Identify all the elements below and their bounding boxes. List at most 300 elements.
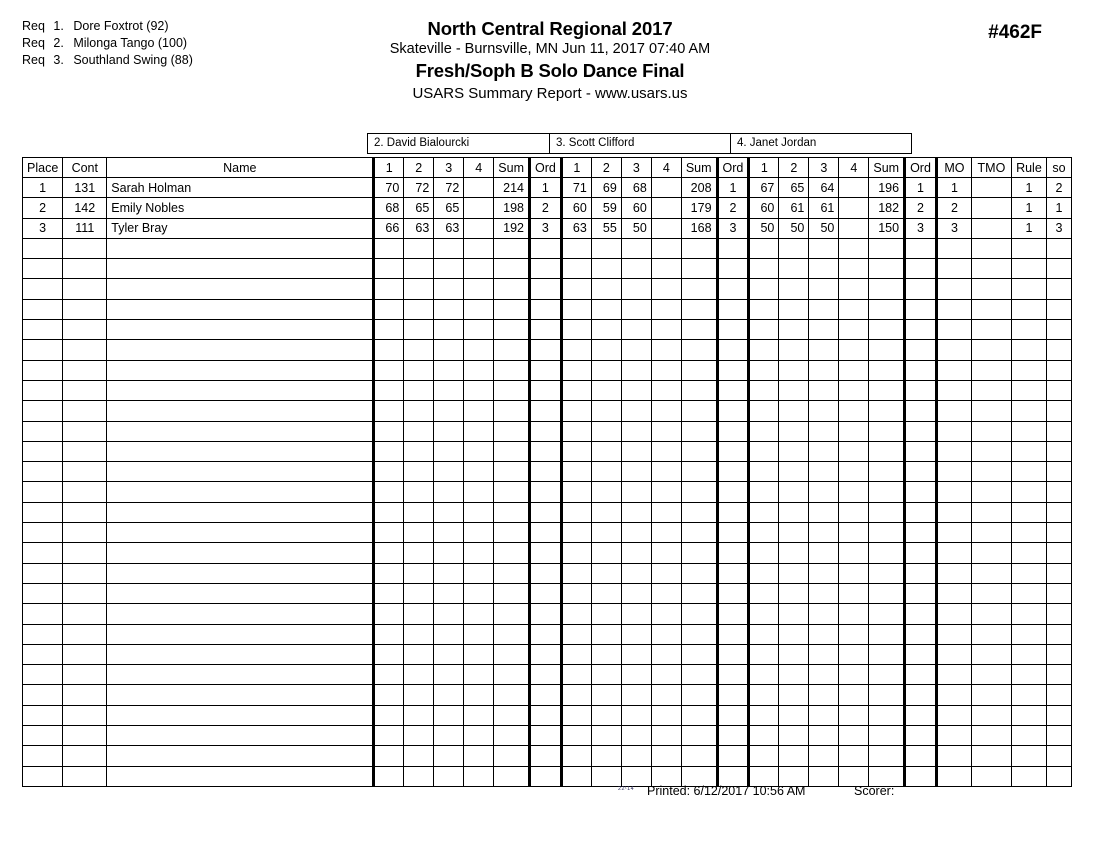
cell-judge1-score3	[434, 340, 464, 360]
cell-judge1-score3	[434, 523, 464, 543]
cell-tmo	[971, 441, 1011, 461]
cell-judge3-score4	[839, 360, 869, 380]
cell-judge1-sum	[494, 502, 530, 522]
cell-rule: 1	[1011, 218, 1046, 238]
cell-rule	[1011, 421, 1046, 441]
cell-judge3-score1	[749, 320, 779, 340]
cell-judge3-ord	[905, 279, 937, 299]
cell-judge2-score4	[651, 746, 681, 766]
cell-judge1-sum	[494, 238, 530, 258]
cell-judge2-ord	[717, 665, 749, 685]
cell-judge3-sum	[869, 380, 905, 400]
cell-judge3-sum	[869, 421, 905, 441]
cell-judge2-ord	[717, 502, 749, 522]
cell-judge2-score1	[561, 340, 591, 360]
cell-place	[23, 665, 63, 685]
cell-judge2-score1	[561, 441, 591, 461]
cell-judge3-score3	[809, 543, 839, 563]
cell-judge2-score4	[651, 543, 681, 563]
cell-judge3-sum	[869, 360, 905, 380]
cell-judge3-score1	[749, 746, 779, 766]
cell-judge1-score1	[374, 340, 404, 360]
cell-judge3-ord	[905, 543, 937, 563]
cell-place	[23, 441, 63, 461]
cell-name	[107, 401, 374, 421]
cell-judge3-score4	[839, 421, 869, 441]
cell-judge2-score3	[621, 401, 651, 421]
requirement-number: 2.	[53, 36, 64, 50]
cell-judge3-score4	[839, 218, 869, 238]
cell-judge2-ord	[717, 462, 749, 482]
cell-name	[107, 543, 374, 563]
cell-judge1-score3: 65	[434, 198, 464, 218]
cell-judge1-score2	[404, 259, 434, 279]
cell-judge2-score4	[651, 259, 681, 279]
cell-judge1-score4	[464, 705, 494, 725]
table-row-empty	[23, 665, 1072, 685]
cell-judge1-score1	[374, 380, 404, 400]
cell-judge3-ord: 3	[905, 218, 937, 238]
cell-judge1-score4	[464, 421, 494, 441]
cell-judge3-sum	[869, 726, 905, 746]
cell-judge3-score4	[839, 178, 869, 198]
cell-cont	[63, 360, 107, 380]
cell-mo	[936, 685, 971, 705]
cell-judge1-score4	[464, 746, 494, 766]
cell-judge1-sum	[494, 259, 530, 279]
cell-judge3-score3	[809, 726, 839, 746]
event-number: #462F	[988, 22, 1042, 43]
cell-name	[107, 665, 374, 685]
cell-judge3-score1	[749, 340, 779, 360]
cell-judge2-score3: 60	[621, 198, 651, 218]
cell-judge3-score4	[839, 685, 869, 705]
cell-judge1-ord	[529, 360, 561, 380]
cell-judge2-sum	[681, 401, 717, 421]
cell-judge3-score4	[839, 604, 869, 624]
cell-name	[107, 360, 374, 380]
cell-cont	[63, 523, 107, 543]
cell-judge3-score2: 50	[779, 218, 809, 238]
cell-place	[23, 401, 63, 421]
cell-judge2-ord	[717, 320, 749, 340]
cell-judge1-ord	[529, 665, 561, 685]
header-judge2-sum: Sum	[681, 158, 717, 178]
cell-judge3-score1	[749, 441, 779, 461]
cell-judge1-score2	[404, 685, 434, 705]
cell-so	[1046, 726, 1071, 746]
header-judge1-score1: 1	[374, 158, 404, 178]
cell-judge1-score3	[434, 624, 464, 644]
cell-judge2-score2	[591, 238, 621, 258]
cell-judge3-ord	[905, 380, 937, 400]
cell-judge1-score3	[434, 665, 464, 685]
cell-place	[23, 583, 63, 603]
cell-judge2-sum	[681, 462, 717, 482]
cell-judge3-sum	[869, 685, 905, 705]
cell-rule	[1011, 543, 1046, 563]
cell-judge3-score4	[839, 279, 869, 299]
table-row-empty	[23, 502, 1072, 522]
cell-judge3-score4	[839, 583, 869, 603]
cell-judge1-ord	[529, 421, 561, 441]
cell-judge3-sum	[869, 441, 905, 461]
cell-judge1-score3	[434, 380, 464, 400]
cell-judge2-score4	[651, 583, 681, 603]
cell-place	[23, 380, 63, 400]
cell-judge1-sum: 192	[494, 218, 530, 238]
header-cont: Cont	[63, 158, 107, 178]
cell-rule	[1011, 665, 1046, 685]
cell-judge1-score4	[464, 320, 494, 340]
table-row-empty	[23, 523, 1072, 543]
cell-name	[107, 238, 374, 258]
cell-judge2-score1	[561, 583, 591, 603]
cell-judge3-sum	[869, 644, 905, 664]
cell-judge2-score2	[591, 502, 621, 522]
table-row-empty	[23, 421, 1072, 441]
cell-judge3-ord: 1	[905, 178, 937, 198]
cell-judge3-score2	[779, 624, 809, 644]
cell-judge1-score4	[464, 604, 494, 624]
cell-judge1-score3	[434, 482, 464, 502]
cell-judge3-score3	[809, 401, 839, 421]
cell-judge1-sum	[494, 705, 530, 725]
cell-rule	[1011, 401, 1046, 421]
cell-judge3-score4	[839, 563, 869, 583]
cell-judge2-score4	[651, 320, 681, 340]
cell-mo	[936, 340, 971, 360]
cell-judge1-score1	[374, 299, 404, 319]
header-judge2-score2: 2	[591, 158, 621, 178]
cell-cont	[63, 502, 107, 522]
cell-judge1-score4	[464, 543, 494, 563]
cell-judge3-score4	[839, 624, 869, 644]
cell-judge3-score3	[809, 421, 839, 441]
cell-judge1-score1	[374, 705, 404, 725]
cell-judge2-score1	[561, 604, 591, 624]
cell-judge2-sum	[681, 299, 717, 319]
header-judge3-score4: 4	[839, 158, 869, 178]
cell-judge3-score2	[779, 665, 809, 685]
requirement-label: Req	[22, 19, 45, 33]
cell-judge1-score4	[464, 279, 494, 299]
cell-judge1-score4	[464, 218, 494, 238]
cell-mo	[936, 482, 971, 502]
cell-judge2-score2	[591, 583, 621, 603]
cell-judge3-ord	[905, 299, 937, 319]
cell-judge2-score1	[561, 421, 591, 441]
cell-judge1-score3	[434, 299, 464, 319]
cell-mo	[936, 746, 971, 766]
cell-judge1-score1	[374, 441, 404, 461]
cell-judge2-sum	[681, 604, 717, 624]
cell-judge1-score4	[464, 360, 494, 380]
cell-cont	[63, 644, 107, 664]
cell-judge3-score2	[779, 340, 809, 360]
cell-name	[107, 421, 374, 441]
cell-judge3-score2	[779, 563, 809, 583]
cell-tmo	[971, 178, 1011, 198]
cell-place	[23, 604, 63, 624]
cell-judge2-score3	[621, 320, 651, 340]
cell-judge3-ord	[905, 340, 937, 360]
cell-judge2-score2	[591, 543, 621, 563]
cell-judge1-score4	[464, 299, 494, 319]
cell-tmo	[971, 482, 1011, 502]
cell-judge2-score2	[591, 360, 621, 380]
cell-judge2-ord: 3	[717, 218, 749, 238]
cell-judge1-sum	[494, 543, 530, 563]
cell-judge1-score3	[434, 462, 464, 482]
cell-judge3-score3	[809, 583, 839, 603]
cell-cont	[63, 624, 107, 644]
cell-tmo	[971, 523, 1011, 543]
cell-judge2-score2	[591, 482, 621, 502]
cell-judge1-sum	[494, 421, 530, 441]
cell-cont	[63, 320, 107, 340]
cell-rule	[1011, 583, 1046, 603]
cell-judge3-score2	[779, 279, 809, 299]
cell-place	[23, 238, 63, 258]
cell-so: 3	[1046, 218, 1071, 238]
cell-judge1-score3	[434, 259, 464, 279]
cell-judge1-score3	[434, 685, 464, 705]
header-judge3-score2: 2	[779, 158, 809, 178]
cell-so	[1046, 766, 1071, 786]
cell-so	[1046, 360, 1071, 380]
cell-tmo	[971, 543, 1011, 563]
cell-cont	[63, 685, 107, 705]
cell-place	[23, 320, 63, 340]
cell-judge1-score4	[464, 259, 494, 279]
cell-judge2-ord	[717, 543, 749, 563]
cell-so	[1046, 665, 1071, 685]
cell-tmo	[971, 421, 1011, 441]
cell-judge3-score1	[749, 624, 779, 644]
cell-judge2-ord	[717, 624, 749, 644]
cell-judge3-score2	[779, 299, 809, 319]
cell-judge3-score1	[749, 238, 779, 258]
cell-judge3-sum	[869, 299, 905, 319]
cell-rule	[1011, 624, 1046, 644]
table-row-empty	[23, 543, 1072, 563]
cell-judge2-score3	[621, 340, 651, 360]
cell-judge2-sum: 208	[681, 178, 717, 198]
cell-judge3-score1: 60	[749, 198, 779, 218]
cell-tmo	[971, 502, 1011, 522]
cell-judge2-score1	[561, 705, 591, 725]
table-row-empty	[23, 299, 1072, 319]
cell-judge1-score2	[404, 380, 434, 400]
table-row-empty	[23, 320, 1072, 340]
cell-judge3-score3	[809, 462, 839, 482]
event-title: North Central Regional 2017	[427, 18, 673, 39]
cell-tmo	[971, 624, 1011, 644]
cell-tmo	[971, 563, 1011, 583]
cell-judge1-score2: 72	[404, 178, 434, 198]
cell-judge2-score3	[621, 665, 651, 685]
cell-place	[23, 685, 63, 705]
cell-judge2-score2	[591, 624, 621, 644]
cell-so: 1	[1046, 198, 1071, 218]
cell-name	[107, 726, 374, 746]
cell-judge2-score4	[651, 218, 681, 238]
cell-judge1-score2	[404, 482, 434, 502]
cell-judge2-score3	[621, 441, 651, 461]
cell-judge3-sum	[869, 746, 905, 766]
table-row-empty	[23, 726, 1072, 746]
report-footer	[22, 783, 1035, 805]
cell-cont: 142	[63, 198, 107, 218]
cell-judge2-score1	[561, 563, 591, 583]
cell-cont	[63, 279, 107, 299]
cell-rule	[1011, 644, 1046, 664]
requirement-name: Dore Foxtrot (92)	[73, 19, 169, 33]
cell-judge2-sum	[681, 320, 717, 340]
summary-score-table	[22, 157, 1072, 787]
cell-tmo	[971, 238, 1011, 258]
printed-timestamp: Printed: 6/12/2017 10:56 AM	[647, 784, 806, 798]
cell-judge1-sum	[494, 380, 530, 400]
cell-judge1-ord: 3	[529, 218, 561, 238]
cell-judge2-score4	[651, 421, 681, 441]
cell-judge2-score3	[621, 624, 651, 644]
cell-judge1-score1	[374, 685, 404, 705]
cell-so	[1046, 401, 1071, 421]
cell-tmo	[971, 726, 1011, 746]
cell-judge3-score3	[809, 563, 839, 583]
cell-judge2-score3: 50	[621, 218, 651, 238]
cell-judge3-score3	[809, 523, 839, 543]
cell-tmo	[971, 299, 1011, 319]
cell-name: Tyler Bray	[107, 218, 374, 238]
cell-judge2-ord	[717, 583, 749, 603]
cell-judge2-score2: 59	[591, 198, 621, 218]
cell-place: 3	[23, 218, 63, 238]
cell-mo	[936, 320, 971, 340]
cell-rule	[1011, 523, 1046, 543]
cell-judge1-score4	[464, 340, 494, 360]
cell-judge2-score1	[561, 523, 591, 543]
cell-judge1-score2: 65	[404, 198, 434, 218]
cell-judge1-score3	[434, 583, 464, 603]
cell-judge1-score4	[464, 583, 494, 603]
cell-name	[107, 685, 374, 705]
cell-judge1-score3	[434, 441, 464, 461]
cell-judge3-score2	[779, 746, 809, 766]
cell-judge3-score4	[839, 462, 869, 482]
cell-place	[23, 360, 63, 380]
cell-so	[1046, 238, 1071, 258]
cell-judge1-score1	[374, 604, 404, 624]
header-rule: Rule	[1011, 158, 1046, 178]
table-row-empty	[23, 685, 1072, 705]
cell-judge1-sum	[494, 726, 530, 746]
cell-judge2-score1	[561, 665, 591, 685]
cell-judge3-score2: 61	[779, 198, 809, 218]
cell-judge3-ord	[905, 259, 937, 279]
cell-judge3-score3	[809, 746, 839, 766]
cell-judge2-sum	[681, 360, 717, 380]
table-row-empty	[23, 340, 1072, 360]
scorer-label: Scorer:	[854, 784, 895, 798]
cell-judge2-sum	[681, 502, 717, 522]
cell-place	[23, 299, 63, 319]
cell-cont	[63, 746, 107, 766]
cell-tmo	[971, 340, 1011, 360]
cell-judge3-score2	[779, 320, 809, 340]
cell-judge3-ord	[905, 441, 937, 461]
cell-judge2-score1	[561, 726, 591, 746]
judge-banner-2: 3. Scott Clifford	[549, 133, 730, 154]
cell-judge1-score2	[404, 299, 434, 319]
cell-name	[107, 482, 374, 502]
cell-judge2-sum	[681, 543, 717, 563]
cell-judge2-score4	[651, 198, 681, 218]
cell-judge3-ord	[905, 401, 937, 421]
report-subtitle: USARS Summary Report - www.usars.us	[412, 85, 688, 102]
cell-cont	[63, 340, 107, 360]
cell-rule	[1011, 604, 1046, 624]
cell-so	[1046, 462, 1071, 482]
cell-judge3-score3	[809, 604, 839, 624]
cell-judge1-score3	[434, 604, 464, 624]
cell-cont	[63, 259, 107, 279]
cell-judge3-score1	[749, 644, 779, 664]
cell-judge2-score3	[621, 360, 651, 380]
cell-judge2-score1	[561, 279, 591, 299]
cell-judge2-score1: 71	[561, 178, 591, 198]
cell-judge1-sum	[494, 604, 530, 624]
cell-judge1-score3	[434, 644, 464, 664]
cell-judge2-score4	[651, 624, 681, 644]
cell-judge2-score3: 68	[621, 178, 651, 198]
cell-judge2-score4	[651, 685, 681, 705]
table-row-empty	[23, 238, 1072, 258]
cell-judge1-score1	[374, 259, 404, 279]
cell-judge1-ord	[529, 746, 561, 766]
cell-mo	[936, 705, 971, 725]
cell-judge1-ord	[529, 726, 561, 746]
header-judge1-score3: 3	[434, 158, 464, 178]
cell-tmo	[971, 218, 1011, 238]
cell-judge1-sum	[494, 563, 530, 583]
cell-judge2-score3	[621, 259, 651, 279]
cell-judge3-score2	[779, 705, 809, 725]
cell-so	[1046, 746, 1071, 766]
cell-judge1-score2	[404, 238, 434, 258]
cell-judge1-score4	[464, 178, 494, 198]
cell-judge1-ord	[529, 644, 561, 664]
cell-mo	[936, 726, 971, 746]
cell-judge3-sum	[869, 563, 905, 583]
cell-judge2-score4	[651, 523, 681, 543]
cell-judge2-score2	[591, 279, 621, 299]
cell-place	[23, 482, 63, 502]
cell-judge3-score2	[779, 685, 809, 705]
cell-judge3-score4	[839, 441, 869, 461]
cell-judge3-score3	[809, 299, 839, 319]
cell-judge1-ord	[529, 462, 561, 482]
cell-judge2-ord	[717, 604, 749, 624]
cell-judge2-score1	[561, 644, 591, 664]
cell-judge1-score2	[404, 502, 434, 522]
cell-place	[23, 624, 63, 644]
cell-place	[23, 746, 63, 766]
cell-judge3-score1	[749, 583, 779, 603]
cell-judge2-score1	[561, 380, 591, 400]
